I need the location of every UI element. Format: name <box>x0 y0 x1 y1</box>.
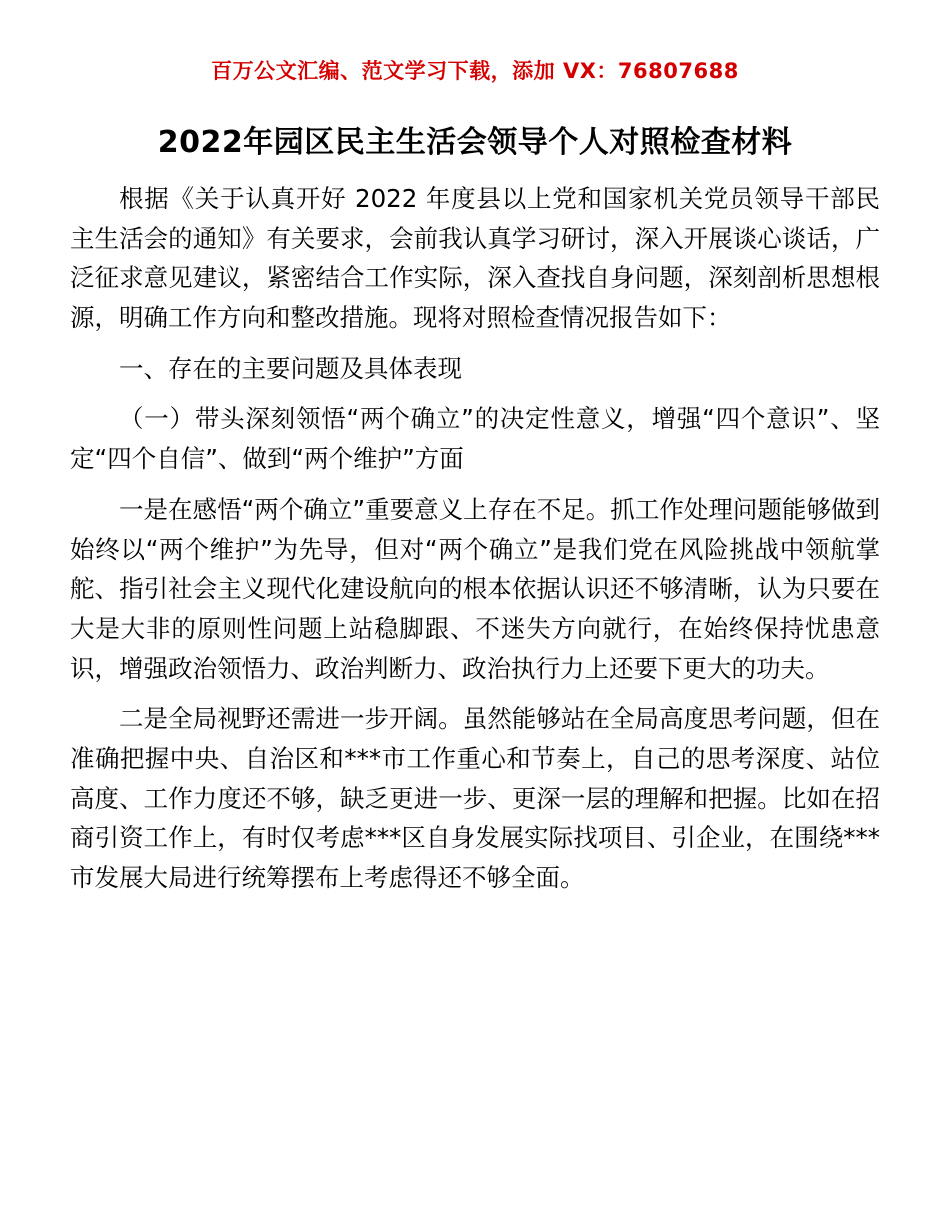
section-heading-one: 一、存在的主要问题及具体表现 <box>119 353 462 383</box>
promo-banner: 百万公文汇编、范文学习下载，添加 VX：76807688 <box>211 59 739 83</box>
subsection-heading-one-a: （一）带头深刻领悟“两个确立”的决定性意义，增强“四个意识”、坚定“四个自信”、做到“两个维护”方面 <box>70 404 880 474</box>
paragraph-point-one: 一是在感悟“两个确立”重要意义上存在不足。抓工作处理问题能够做到始终以“两个维护”为先导，但对“两个确立”是我们党在风险挑战中领航掌舵、指引社会主义现代化建设航向的根本依据认识还不够清晰，认为只要在大是大非的原则性问题上站稳脚跟、不迷失方向就行，在始终保持忧患意识，增强政治领悟力、政治判断力、政治执行力上还要下更大的功夫。 <box>70 494 880 683</box>
paragraph-point-two: 二是全局视野还需进一步开阔。虽然能够站在全局高度思考问题，但在准确把握中央、自治区和***市工作重心和节奏上，自己的思考深度、站位高度、工作力度还不够，缺乏更进一步、更深一层的理解和把握。比如在招商引资工作上，有时仅考虑***区自身发展实际找项目、引企业，在围绕***市发展大局进行统筹摆布上考虑得还不够全面。 <box>70 704 880 892</box>
paragraph-intro: 根据《关于认真开好 2022 年度县以上党和国家机关党员领导干部民主生活会的通知》有关要求，会前我认真学习研讨，深入开展谈心谈话，广泛征求意见建议，紧密结合工作实际，深入查找自身问题，深刻剖析思想根源，明确工作方向和整改措施。现将对照检查情况报告如下： <box>70 184 880 333</box>
page-title: 2022年园区民主生活会领导个人对照检查材料 <box>157 125 793 160</box>
